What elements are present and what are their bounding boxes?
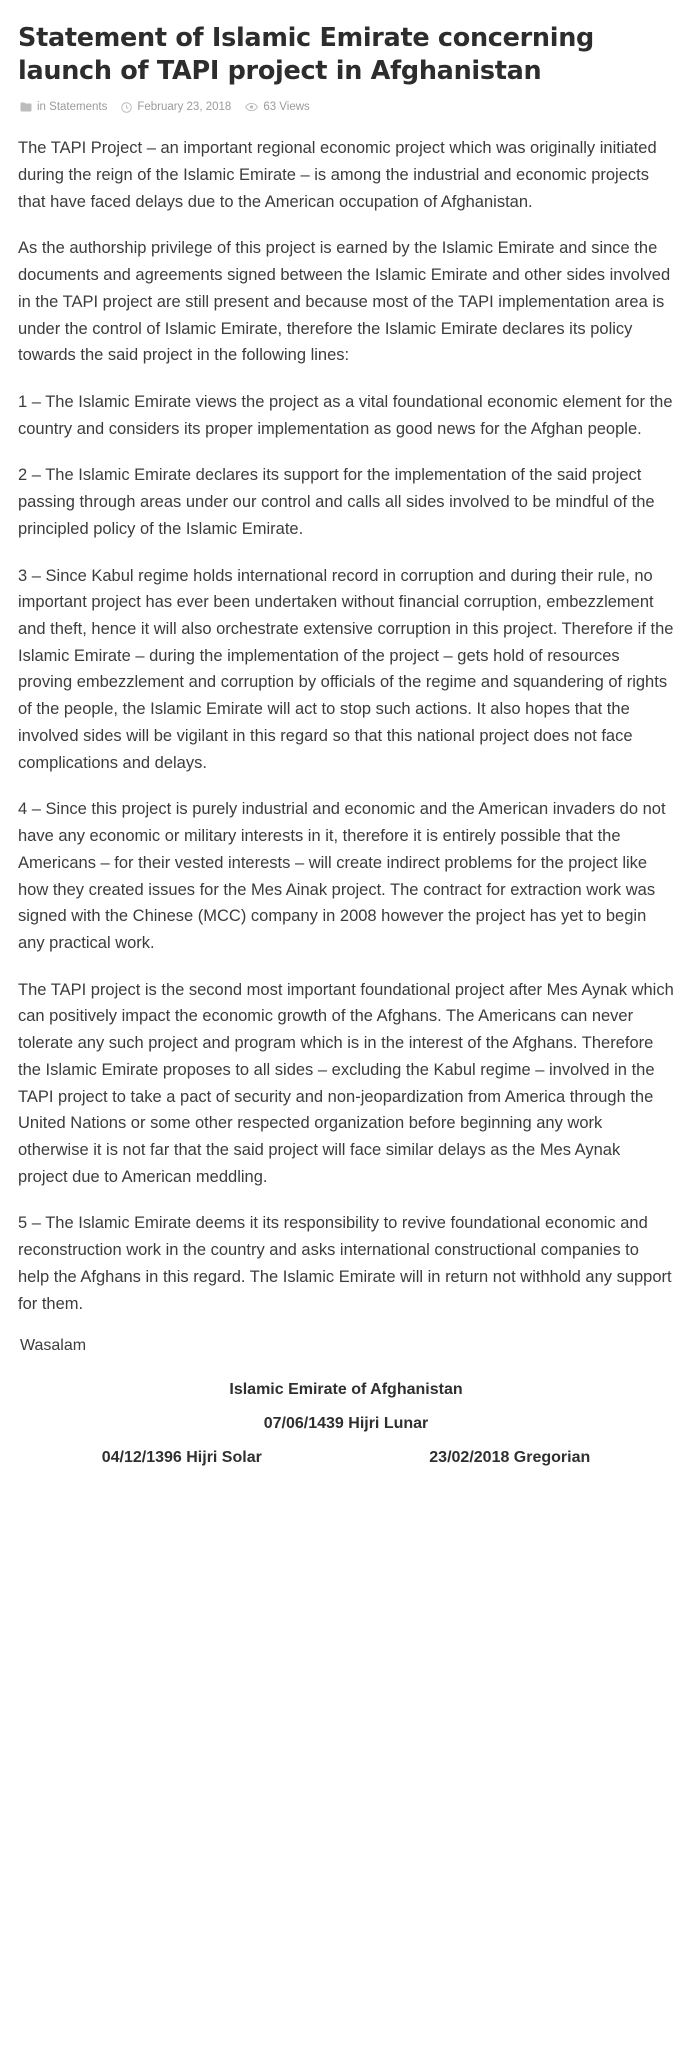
- paragraph: 1 – The Islamic Emirate views the project as a vital foundational economic element for the country and considers its proper implementation as good news for the Afghan people.: [18, 393, 673, 438]
- closing-text: Wasalam: [20, 1337, 87, 1355]
- meta-category-label: in Statements: [37, 101, 108, 114]
- paragraph: 2 – The Islamic Emirate declares its support for the implementation of the said project passing through areas under our control and calls all sides involved to be mindful of the principled policy of the Islamic Emirate.: [18, 466, 655, 538]
- meta-date: [121, 101, 231, 113]
- page-title: Statement of Islamic Emirate concerning launch of TAPI project in Afghanistan: [18, 23, 594, 86]
- clock-icon: [121, 102, 132, 113]
- paragraph: 5 – The Islamic Emirate deems it its responsibility to revive foundational economic and reconstruction work in the country and asks international constructional companies to help the Afghans in this regard. The Islamic Emirate will in return not withhold any support for them.: [18, 1214, 672, 1313]
- paragraph: 4 – Since this project is purely industrial and economic and the American invaders do not have any economic or military interests in it, therefore it is entirely possible that the Americans – for their vested interests – will create indirect problems for the project like how they created issues for the Mes Ainak project. The contract for extraction work was signed with the Chinese (MCC) company in 2008 however the project has yet to begin any practical work.: [18, 800, 666, 952]
- signature-block: [18, 1381, 674, 1467]
- meta-category[interactable]: [20, 101, 107, 113]
- paragraph: 3 – Since Kabul regime holds international record in corruption and during their rule, no important project has ever been undertaken without financial corruption, embezzlement and theft, hence it will also orchestrate extensive corruption in this project. Therefore if the Islamic Emirate – during the implementation of the project – gets hold of resources proving embezzlement and corruption by officials of the regime and squandering of rights of the people, the Islamic Emirate will act to stop such actions. It also hopes that the involved sides will be vigilant in this regard so that this national project does not face complications and delays.: [18, 566, 674, 772]
- signature-organization: Islamic Emirate of Afghanistan: [229, 1381, 463, 1399]
- meta-date-label: February 23, 2018: [137, 101, 232, 114]
- paragraph: The TAPI Project – an important regional economic project which was originally initiated during the reign of the Islamic Emirate – is among the industrial and economic projects that have faced delays due to the American occupation of Afghanistan.: [18, 139, 657, 211]
- meta-views: [245, 101, 309, 113]
- folder-icon: [20, 102, 32, 112]
- signature-gregorian: 23/02/2018 Gregorian: [429, 1449, 591, 1467]
- paragraph: The TAPI project is the second most important foundational project after Mes Aynak which can positively impact the economic growth of the Afghans. The Americans can never tolerate any such project and program which is in the interest of the Afghans. Therefore the Islamic Emirate proposes to all sides – excluding the Kabul regime – involved in the TAPI project to take a pact of security and non-jeopardization from America through the United Nations or some other respected organization before beginning any work otherwise it is not far that the said project will face similar delays as the Mes Aynak project due to American meddling.: [18, 980, 674, 1186]
- meta-views-label: 63 Views: [263, 101, 310, 114]
- signature-hijri-lunar: 07/06/1439 Hijri Lunar: [263, 1415, 429, 1433]
- article-meta: [20, 101, 674, 113]
- paragraph: As the authorship privilege of this project is earned by the Islamic Emirate and since the documents and agreements signed between the Islamic Emirate and other sides involved in the TAPI project are still present and because most of the TAPI implementation area is under the control of Islamic Emirate, therefore the Islamic Emirate declares its policy towards the said project in the following lines:: [18, 239, 671, 365]
- signature-hijri-solar: 04/12/1396 Hijri Solar: [101, 1449, 262, 1467]
- article-body: [18, 135, 674, 1317]
- signature-dates: [18, 1449, 674, 1467]
- eye-icon: [245, 102, 258, 112]
